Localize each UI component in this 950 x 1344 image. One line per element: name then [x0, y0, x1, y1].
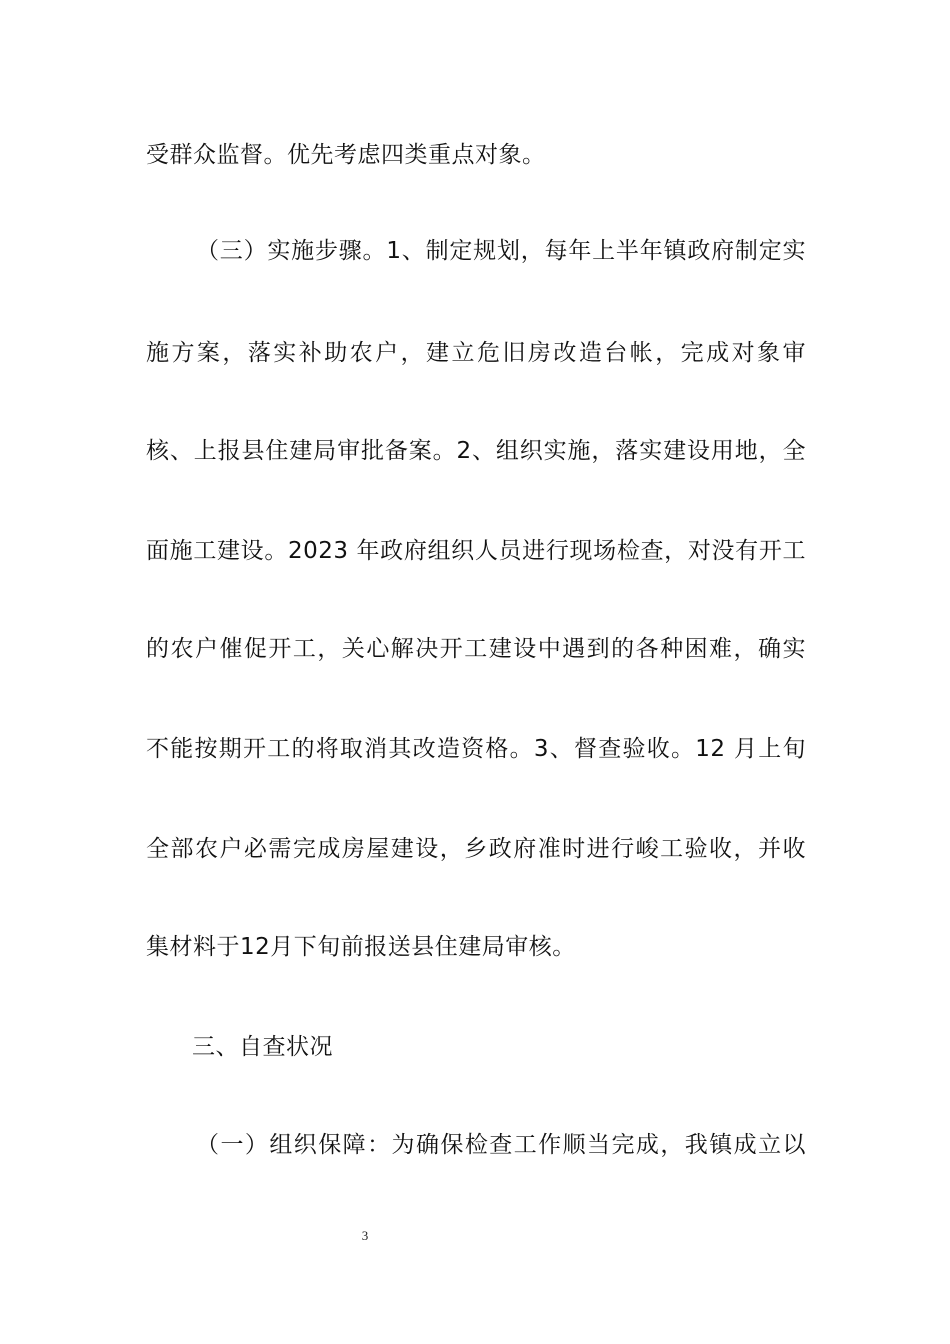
- paragraph-line-7: 不能按期开工的将取消其改造资格。3、督查验收。12 月上旬: [146, 736, 806, 762]
- paragraph-line-5: 面施工建设。2023 年政府组织人员进行现场检查，对没有开工: [146, 538, 806, 564]
- page-number: 3: [361, 1228, 369, 1243]
- paragraph-line-6: 的农户催促开工，关心解决开工建设中遇到的各种困难，确实: [146, 636, 806, 662]
- paragraph-line-11: （一）组织保障：为确保检查工作顺当完成，我镇成立以: [196, 1132, 806, 1158]
- paragraph-line-1: 受群众监督。优先考虑四类重点对象。: [146, 142, 546, 168]
- paragraph-line-2: （三）实施步骤。1、制定规划，每年上半年镇政府制定实: [196, 238, 806, 264]
- paragraph-line-3: 施方案，落实补助农户，建立危旧房改造台帐，完成对象审: [146, 340, 806, 366]
- paragraph-line-4: 核、上报县住建局审批备案。2、组织实施，落实建设用地，全: [146, 438, 806, 464]
- paragraph-line-8: 全部农户必需完成房屋建设，乡政府准时进行峻工验收，并收: [146, 836, 806, 862]
- paragraph-line-9: 集材料于12月下旬前报送县住建局审核。: [146, 934, 576, 960]
- section-heading: 三、自查状况: [192, 1034, 333, 1060]
